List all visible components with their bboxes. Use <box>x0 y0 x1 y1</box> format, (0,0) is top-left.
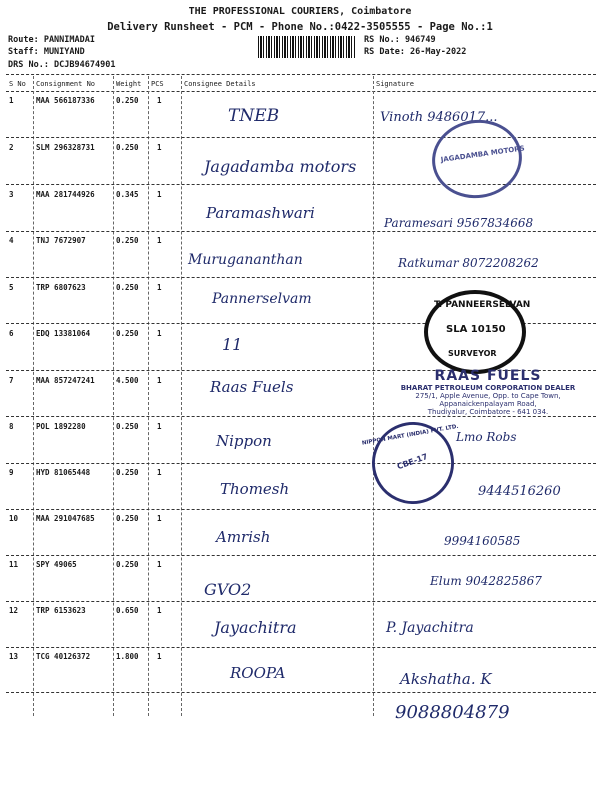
surveyor-title: SURVEYOR <box>448 349 497 358</box>
col-divider <box>373 76 374 716</box>
row-weight: 0.345 <box>116 190 139 199</box>
row-pcs: 1 <box>157 514 162 523</box>
row-signature: 9994160585 <box>444 534 521 548</box>
row-pcs: 1 <box>157 376 162 385</box>
row-divider <box>6 555 596 556</box>
row-pcs: 1 <box>157 560 162 569</box>
drs-number: DRS No.: DCJB94674901 <box>8 60 116 70</box>
row-weight: 0.250 <box>116 329 139 338</box>
row-signature: 9444516260 <box>478 484 561 499</box>
row-sno: 6 <box>9 329 14 338</box>
row-weight: 4.500 <box>116 376 139 385</box>
row-sno: 11 <box>9 560 19 569</box>
row-consignment: TCG 40126372 <box>36 652 91 661</box>
row-signature: Elum 9042825867 <box>430 574 542 588</box>
row-consignment: TRP 6807623 <box>36 283 86 292</box>
row-weight: 0.250 <box>116 514 139 523</box>
col-divider <box>33 76 34 716</box>
row-consignment: MAA 281744926 <box>36 190 95 199</box>
col-divider <box>181 76 182 716</box>
row-divider <box>6 277 596 278</box>
row-signature: Ratkumar 8072208262 <box>398 256 539 270</box>
col-consignment: Consignment No <box>36 80 96 88</box>
row-sno: 9 <box>9 468 14 477</box>
row-consignment: EDQ 13381064 <box>36 329 91 338</box>
row-divider <box>6 692 596 693</box>
row-pcs: 1 <box>157 143 162 152</box>
row-consignment: HYD 81065448 <box>36 468 91 477</box>
row-consignee: GVO2 <box>204 580 252 599</box>
row-consignment: SLM 296328731 <box>36 143 95 152</box>
row-consignee: Jayachitra <box>214 618 297 637</box>
rs-date: RS Date: 26-May-2022 <box>364 47 467 57</box>
row-consignee: 11 <box>222 335 243 354</box>
row-consignment: TNJ 7672907 <box>36 236 86 245</box>
row-pcs: 1 <box>157 468 162 477</box>
row-divider <box>6 416 596 417</box>
jagadamba-stamp-text: JAGADAMBA MOTORS <box>440 144 526 165</box>
row-weight: 0.250 <box>116 468 139 477</box>
header-rule-top <box>6 74 596 75</box>
row-signature: Paramesari 9567834668 <box>384 216 534 230</box>
rs-number: RS No.: 946749 <box>364 35 436 45</box>
row-sno: 12 <box>9 606 19 615</box>
row-consignee: Thomesh <box>220 480 290 498</box>
row-sno: 2 <box>9 143 14 152</box>
raas-fuels-line4: Thudiyalur, Coimbatore - 641 034. <box>427 408 549 416</box>
header-title: THE PROFESSIONAL COURIERS, Coimbatore <box>188 6 412 17</box>
surveyor-stamp <box>424 290 531 374</box>
barcode <box>258 36 356 58</box>
row-divider <box>6 601 596 602</box>
row-weight: 0.250 <box>116 96 139 105</box>
col-signature: Signature <box>376 80 414 88</box>
raas-fuels-title: RAAS FUELS <box>434 368 542 384</box>
row-consignee: Nippon <box>216 432 272 450</box>
row-divider <box>6 463 596 464</box>
surveyor-name: T. PANNEERSELVAN <box>434 300 531 310</box>
col-consignee: Consignee Details <box>184 80 256 88</box>
row-consignment: POL 1892280 <box>36 422 86 431</box>
row-divider <box>6 231 596 232</box>
col-divider <box>148 76 149 716</box>
raas-fuels-line1: BHARAT PETROLEUM CORPORATION DEALER <box>400 384 576 392</box>
row-divider <box>6 509 596 510</box>
row-consignment: TRP 6153623 <box>36 606 86 615</box>
nippon-stamp <box>360 410 465 515</box>
row-weight: 0.250 <box>116 283 139 292</box>
row-weight: 0.250 <box>116 422 139 431</box>
nippon-stamp-code: CBE-17 <box>395 451 429 472</box>
row-pcs: 1 <box>157 606 162 615</box>
row-consignee: Raas Fuels <box>210 378 294 396</box>
row-consignee: Paramashwari <box>206 204 315 222</box>
row-consignee: TNEB <box>228 106 280 126</box>
col-pcs: PCS <box>151 80 164 88</box>
col-divider <box>113 76 114 716</box>
header-subtitle: Delivery Runsheet - PCM - Phone No.:0422-3505555 - Page No.:1 <box>107 21 493 33</box>
row-signature: Akshatha. K <box>400 670 492 688</box>
row-weight: 0.250 <box>116 560 139 569</box>
row-weight: 0.250 <box>116 236 139 245</box>
route-label: Route: PANNIMADAI <box>8 35 95 45</box>
row-sno: 8 <box>9 422 14 431</box>
jagadamba-stamp <box>427 114 527 204</box>
row-sno: 5 <box>9 283 14 292</box>
row-consignment: SPY 49065 <box>36 560 77 569</box>
row-pcs: 1 <box>157 283 162 292</box>
row-pcs: 1 <box>157 329 162 338</box>
row-consignment: MAA 566187336 <box>36 96 95 105</box>
row-pcs: 1 <box>157 236 162 245</box>
row-consignee: Amrish <box>216 528 271 546</box>
surveyor-license: SLA 10150 <box>446 324 506 335</box>
row-signature: Lmo Robs <box>456 430 517 444</box>
row-sno: 1 <box>9 96 14 105</box>
row-weight: 0.250 <box>116 143 139 152</box>
raas-fuels-line3: Appanaickenpalayam Road, <box>439 400 537 408</box>
row-sno: 13 <box>9 652 19 661</box>
row-signature: P. Jayachitra <box>386 620 474 636</box>
handwritten-phone-number: 9088804879 <box>395 702 510 723</box>
header-rule-bottom <box>6 91 596 92</box>
row-consignment: MAA 857247241 <box>36 376 95 385</box>
row-signature: Vinoth 9486017... <box>380 110 498 125</box>
row-sno: 4 <box>9 236 14 245</box>
row-pcs: 1 <box>157 422 162 431</box>
nippon-stamp-text: NIPPON MART (INDIA) PVT. LTD. <box>361 423 460 447</box>
row-consignee: Murugananthan <box>188 252 303 268</box>
col-weight: Weight <box>116 80 142 88</box>
row-sno: 10 <box>9 514 19 523</box>
row-sno: 3 <box>9 190 14 199</box>
raas-fuels-stamp <box>378 368 598 416</box>
row-pcs: 1 <box>157 96 162 105</box>
row-consignment: MAA 291047685 <box>36 514 95 523</box>
row-pcs: 1 <box>157 652 162 661</box>
row-consignee: ROOPA <box>230 664 286 682</box>
staff-label: Staff: MUNIYAND <box>8 47 85 57</box>
row-weight: 1.800 <box>116 652 139 661</box>
row-sno: 7 <box>9 376 14 385</box>
raas-fuels-line2: 275/1, Apple Avenue, Opp. to Cape Town, <box>415 392 561 400</box>
col-sno: S No <box>9 80 26 88</box>
row-consignee: Jagadamba motors <box>204 157 357 176</box>
row-pcs: 1 <box>157 190 162 199</box>
row-weight: 0.650 <box>116 606 139 615</box>
row-divider <box>6 647 596 648</box>
row-consignee: Pannerselvam <box>212 291 312 307</box>
